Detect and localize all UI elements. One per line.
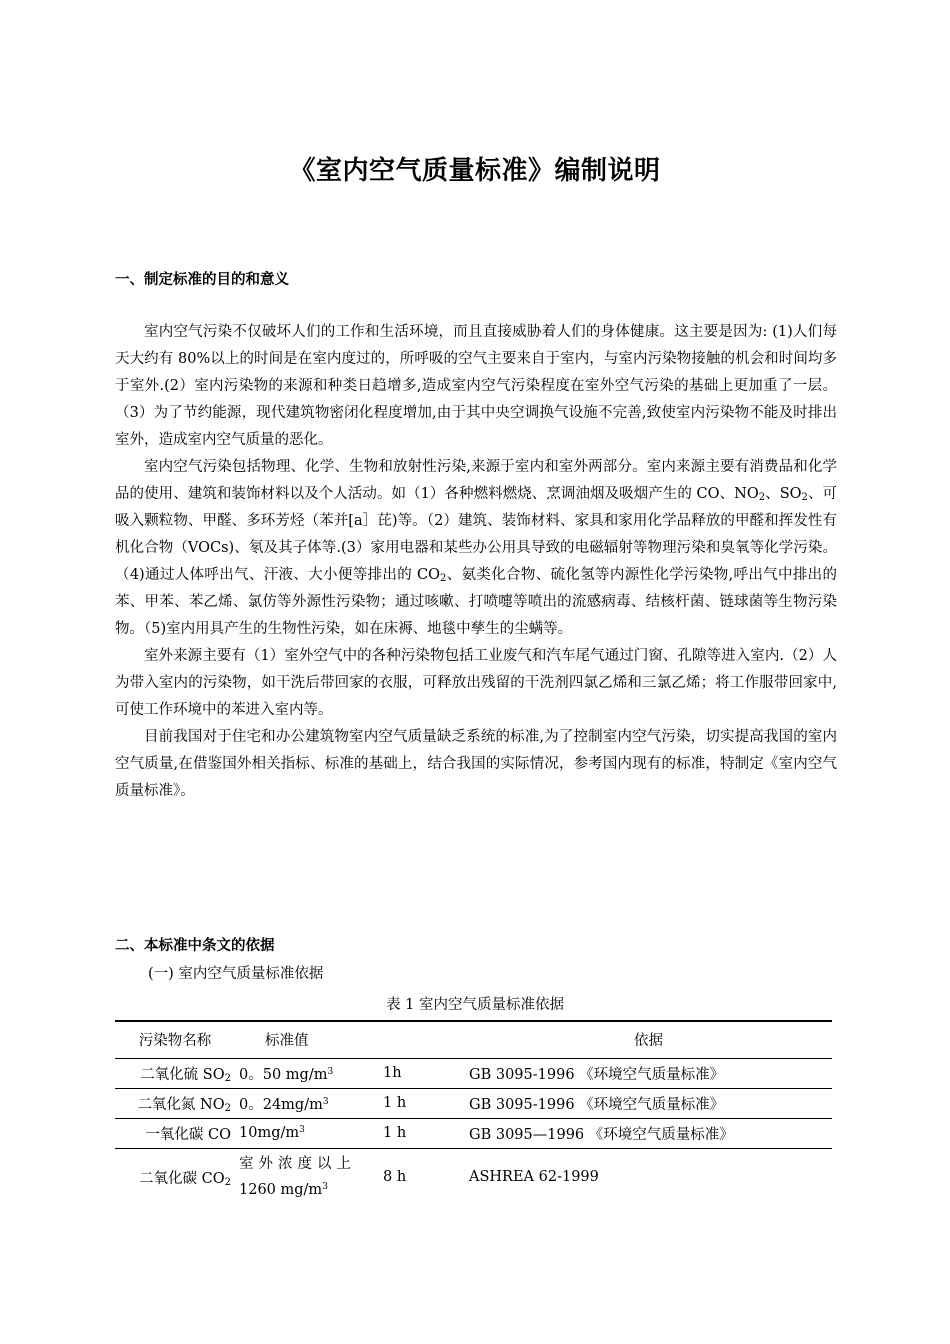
value-superscript: 3	[322, 1096, 329, 1107]
header-value: 标准值	[265, 1033, 309, 1050]
cell-value	[235, 1148, 379, 1206]
header-basis: 依据	[634, 1033, 663, 1050]
section1-heading: 一、制定标准的目的和意义	[115, 272, 289, 288]
cell-period: 1h	[383, 1065, 402, 1081]
cell-period: 1 h	[383, 1125, 407, 1141]
cell-period: 1 h	[383, 1095, 407, 1111]
subscript: 2	[440, 573, 447, 584]
table-row	[115, 1118, 832, 1148]
cell-value	[235, 1058, 379, 1088]
pollutant-subscript: 2	[224, 1176, 231, 1188]
table-caption: 表 1 室内空气质量标准依据	[386, 997, 564, 1013]
paragraph-2-part4: 、氨类化合物、硫化氢等内源性化学污染物,呼出气中排出的苯、甲苯、苯乙烯、氯仿等外源性污染物；通过咳嗽、打喷嚏等喷出的流感病毒、结核杆菌、链球菌等生物污染物。（5)室内用具产生的生物性污染，如在床褥、地毯中孳生的尘螨等。	[115, 567, 837, 637]
value-text-line1: 室外浓度以上	[239, 1156, 356, 1173]
subscript: 2	[758, 492, 766, 503]
pollutant-name: 二氧化硫 SO	[140, 1066, 225, 1083]
cell-basis: GB 3095-1996 《环境空气质量标准》	[469, 1096, 725, 1113]
cell-pollutant	[115, 1148, 235, 1206]
standards-table	[115, 1020, 832, 1206]
header-pollutant: 污染物名称	[138, 1033, 212, 1050]
pollutant-name: 二氧化碳 CO	[139, 1170, 225, 1187]
value-text-line2	[239, 1177, 375, 1203]
value-text: 0。24mg/m	[239, 1096, 323, 1113]
cell-basis: GB 3095—1996 《环境空气质量标准》	[469, 1126, 734, 1143]
paragraph-4: 目前我国对于住宅和办公建筑物室内空气质量缺乏系统的标准,为了控制室内空气污染，切实提高我国的室内空气质量,在借鉴国外相关指标、标准的基础上，结合我国的实际情况，参考国内现有的标准，特制定《室内空气质量标准》。	[115, 729, 837, 799]
pollutant-name: 二氧化氮 NO	[137, 1096, 225, 1113]
paragraph-2-part2: 、SO	[765, 486, 802, 502]
cell-value	[235, 1088, 379, 1118]
cell-period: 8 h	[383, 1169, 407, 1186]
value-superscript: 3	[327, 1066, 334, 1077]
value-superscript: 3	[299, 1125, 305, 1135]
value-text: 0。50 mg/m	[239, 1066, 328, 1083]
header-period	[379, 1021, 461, 1058]
paragraph-2-part3: 、可吸入颗粒物、甲醛、多环芳烃（苯并[a］芘)等。（2）建筑、装饰材料、家具和家用化学品释放的甲醛和挥发性有机化合物（VOCs)、氡及其子体等.(3）家用电器和某些办公用具导致的电磁辐射等物理污染和臭氧等化学污染。（4)通过人体呼出气、汗液、大小便等排出的 CO	[115, 486, 838, 583]
cell-pollutant	[115, 1058, 235, 1088]
table-row	[115, 1088, 832, 1118]
value-text: 1260 mg/m	[239, 1182, 323, 1199]
cell-pollutant	[115, 1118, 235, 1148]
cell-basis: ASHREA 62-1999	[469, 1169, 599, 1186]
pollutant-subscript: 2	[224, 1072, 231, 1084]
value-text: 10mg/m	[239, 1125, 300, 1141]
document-title: 《室内空气质量标准》编制说明	[289, 156, 661, 186]
paragraph-2-part1: 室内空气污染包括物理、化学、生物和放射性污染,来源于室内和室外两部分。室内来源主要有消费品和化学品的使用、建筑和装饰材料以及个人活动。如（1）各种燃料燃烧、烹调油烟及吸烟产生的 CO、NO	[115, 459, 837, 502]
paragraph-3: 室外来源主要有（1）室外空气中的各种污染物包括工业废气和汽车尾气通过门窗、孔隙等进入室内.（2）人为带入室内的污染物，如干洗后带回家的衣服，可释放出残留的干洗剂四氯乙烯和三氯乙烯；将工作服带回家中,可使工作环境中的苯进入室内等。	[115, 648, 837, 718]
paragraph-1: 室内空气污染不仅破坏人们的工作和生活环境，而且直接威胁着人们的身体健康。这主要是因为: (1)人们每天大约有 80%以上的时间是在室内度过的，所呼吸的空气主要来自于室内，与室内污染物接触的机会和时间均多于室外.(2）室内污染物的来源和种类日趋增多,造成室内空气污染程度在室外空气污染的基础上更加重了一层。（3）为了节约能源，现代建筑物密闭化程度增加,由于其中央空调换气设施不完善,致使室内污染物不能及时排出室外，造成室内空气质量的恶化。	[115, 324, 837, 448]
pollutant-subscript: 2	[224, 1102, 231, 1114]
table-row	[115, 1058, 832, 1088]
subscript: 2	[801, 492, 808, 503]
table-row	[115, 1148, 832, 1206]
pollutant-name: 一氧化碳 CO	[145, 1126, 231, 1143]
cell-pollutant	[115, 1088, 235, 1118]
cell-value	[235, 1118, 379, 1148]
section2-subheading: (一) 室内空气质量标准依据	[148, 966, 324, 982]
table-header-row	[115, 1021, 832, 1058]
cell-basis: GB 3095-1996 《环境空气质量标准》	[469, 1066, 725, 1083]
section2-heading: 二、本标准中条文的依据	[115, 938, 275, 954]
section1-body	[115, 319, 837, 805]
value-superscript: 3	[322, 1182, 328, 1193]
paragraph-2	[115, 454, 837, 643]
